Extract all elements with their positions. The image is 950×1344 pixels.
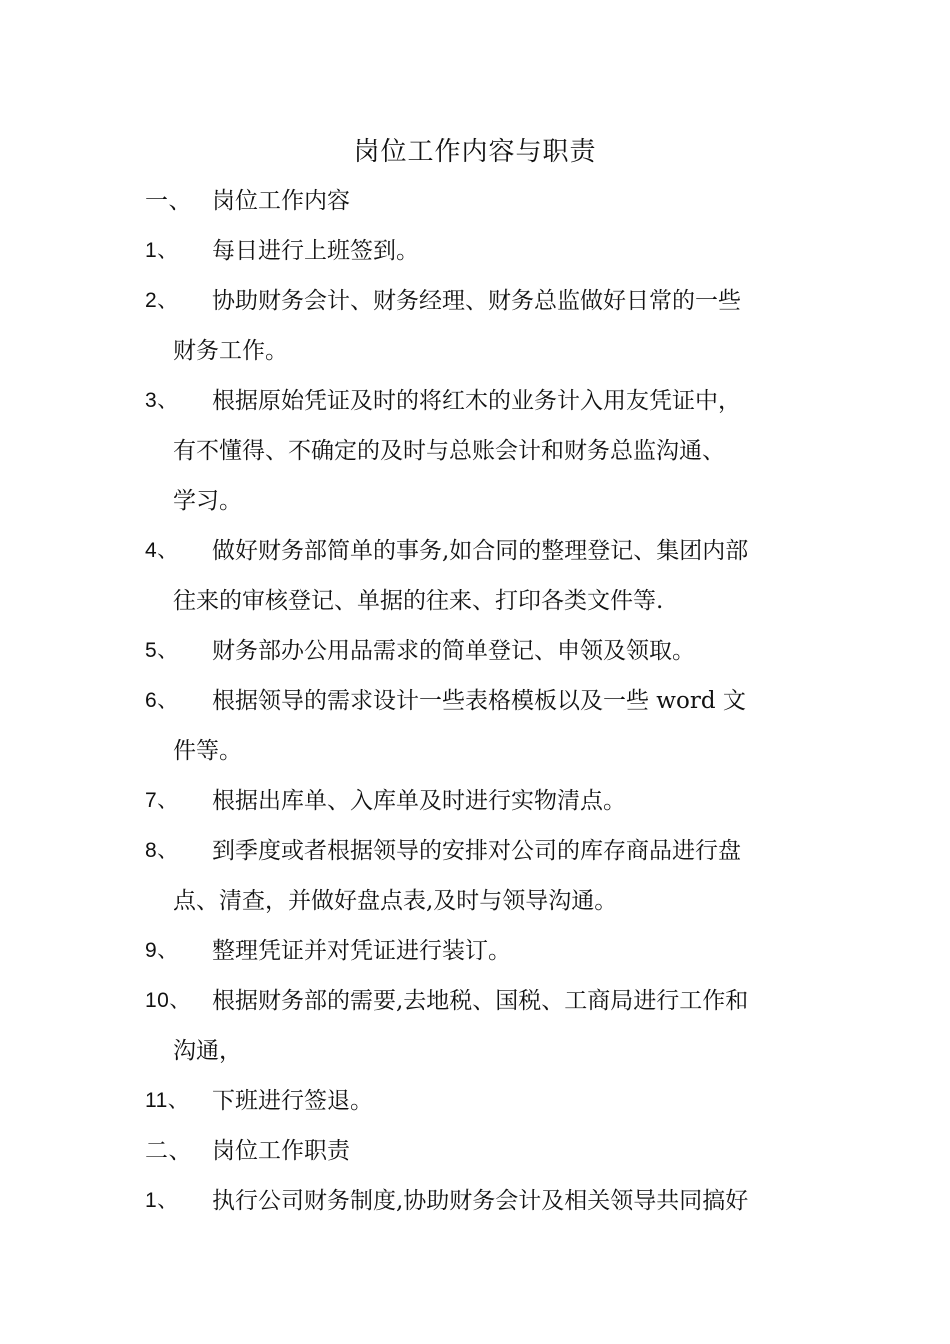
list-item-line: 根据财务部的需要,去地税、国税、工商局进行工作和 <box>212 988 749 1014</box>
list-item <box>145 626 815 676</box>
list-item-line: 财务部办公用品需求的简单登记、申领及领取。 <box>212 638 695 664</box>
list-item-line: 根据领导的需求设计一些表格模板以及一些 word 文 <box>212 688 746 714</box>
list-item-line: 沟通， <box>173 1038 242 1064</box>
section-heading <box>145 176 815 226</box>
list-item <box>145 826 815 926</box>
list-item-line: 整理凭证并对凭证进行装订。 <box>212 938 511 964</box>
document-body <box>145 176 815 1226</box>
list-item-line: 执行公司财务制度,协助财务会计及相关领导共同搞好 <box>212 1188 749 1214</box>
section-heading-text: 岗位工作内容 <box>212 188 350 214</box>
list-item-line: 点、清查，并做好盘点表,及时与领导沟通。 <box>173 888 618 914</box>
list-item-line: 往来的审核登记、单据的往来、打印各类文件等. <box>173 588 664 614</box>
list-item-line: 做好财务部简单的事务,如合同的整理登记、集团内部 <box>212 538 749 564</box>
list-item-marker: 5、 <box>145 639 179 662</box>
list-item <box>145 276 815 376</box>
list-item-line: 下班进行签退。 <box>212 1088 373 1114</box>
section-heading <box>145 1126 815 1176</box>
section-marker: 二、 <box>145 1138 192 1164</box>
list-item-line: 学习。 <box>173 488 242 514</box>
list-item <box>145 376 815 526</box>
list-item-marker: 10、 <box>145 989 191 1012</box>
list-item <box>145 1076 815 1126</box>
list-item-marker: 9、 <box>145 939 179 962</box>
list-item-marker: 8、 <box>145 839 179 862</box>
document-title: 岗位工作内容与职责 <box>353 137 597 167</box>
list-item-marker: 1、 <box>145 239 179 262</box>
list-item-line: 根据原始凭证及时的将红木的业务计入用友凭证中， <box>212 388 741 414</box>
section-marker: 一、 <box>145 188 192 214</box>
list-item-line: 每日进行上班签到。 <box>212 238 419 264</box>
list-item <box>145 926 815 976</box>
list-item <box>145 976 815 1076</box>
list-item <box>145 226 815 276</box>
list-item-marker: 3、 <box>145 389 179 412</box>
list-item <box>145 1176 815 1226</box>
list-item-marker: 2、 <box>145 289 179 312</box>
list-item-marker: 1、 <box>145 1189 179 1212</box>
list-item <box>145 526 815 626</box>
list-item-line: 协助财务会计、财务经理、财务总监做好日常的一些 <box>212 288 741 314</box>
list-item-line: 根据出库单、入库单及时进行实物清点。 <box>212 788 626 814</box>
list-item-marker: 11、 <box>145 1089 190 1112</box>
list-item-marker: 7、 <box>145 789 179 812</box>
section-heading-text: 岗位工作职责 <box>212 1138 350 1164</box>
list-item-line: 件等。 <box>173 738 242 764</box>
list-item-marker: 4、 <box>145 539 179 562</box>
list-item-line: 有不懂得、不确定的及时与总账会计和财务总监沟通、 <box>173 438 725 464</box>
list-item <box>145 676 815 776</box>
list-item-line: 财务工作。 <box>173 338 288 364</box>
list-item-marker: 6、 <box>145 689 179 712</box>
list-item-line: 到季度或者根据领导的安排对公司的库存商品进行盘 <box>212 838 741 864</box>
list-item <box>145 776 815 826</box>
